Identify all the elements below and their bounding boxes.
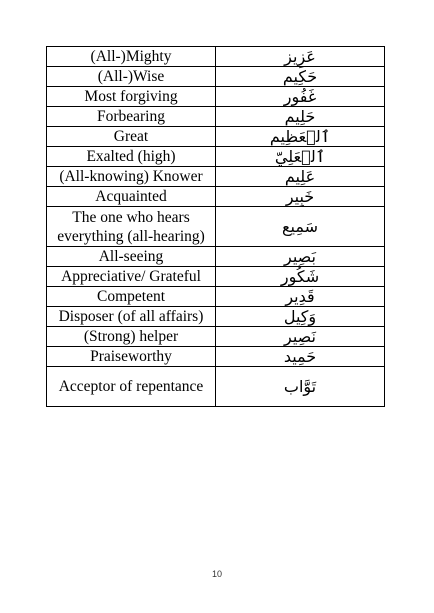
arabic-name-cell: حَكِيم [216, 67, 385, 87]
english-meaning-cell: (All-knowing) Knower [47, 167, 216, 187]
table-row [47, 67, 385, 87]
table-row [47, 287, 385, 307]
table-row [47, 87, 385, 107]
names-table-body [47, 47, 385, 407]
english-meaning-cell: Competent [47, 287, 216, 307]
english-meaning-cell: All-seeing [47, 247, 216, 267]
arabic-name-cell: وَكِيل [216, 307, 385, 327]
english-meaning-cell: (Strong) helper [47, 327, 216, 347]
english-meaning-cell: Acceptor of repentance [47, 367, 216, 407]
arabic-name-cell: عَزِيز [216, 47, 385, 67]
english-meaning-cell: Appreciative/ Grateful [47, 267, 216, 287]
table-row [47, 47, 385, 67]
table-row [47, 187, 385, 207]
table-row [47, 267, 385, 287]
table-row [47, 347, 385, 367]
table-row [47, 107, 385, 127]
arabic-name-cell: ٱلۡعَظِيم [216, 127, 385, 147]
english-meaning-cell: (All-)Mighty [47, 47, 216, 67]
table-row [47, 327, 385, 347]
english-meaning-cell: Great [47, 127, 216, 147]
arabic-name-cell: حَلِيم [216, 107, 385, 127]
arabic-name-cell: عَلِيم [216, 167, 385, 187]
table-row [47, 367, 385, 407]
table-row [47, 307, 385, 327]
table-row [47, 167, 385, 187]
arabic-name-cell: سَمِيع [216, 207, 385, 247]
english-meaning-cell: Praiseworthy [47, 347, 216, 367]
arabic-name-cell: ٱلۡعَلِيّ [216, 147, 385, 167]
table-row [47, 147, 385, 167]
table-row [47, 127, 385, 147]
english-meaning-cell: Forbearing [47, 107, 216, 127]
arabic-name-cell: نَصِير [216, 327, 385, 347]
page-number: 10 [211, 569, 222, 579]
english-meaning-cell: Most forgiving [47, 87, 216, 107]
names-table [46, 46, 385, 407]
arabic-name-cell: غَفُور [216, 87, 385, 107]
english-meaning-cell: Acquainted [47, 187, 216, 207]
english-meaning-cell: (All-)Wise [47, 67, 216, 87]
english-meaning-cell: Exalted (high) [47, 147, 216, 167]
table-row [47, 247, 385, 267]
english-meaning-cell: The one who hears everything (all-hearing) [47, 207, 216, 247]
arabic-name-cell: قَدِير [216, 287, 385, 307]
arabic-name-cell: حَمِيد [216, 347, 385, 367]
table-row [47, 207, 385, 247]
english-meaning-cell: Disposer (of all affairs) [47, 307, 216, 327]
arabic-name-cell: خَبِير [216, 187, 385, 207]
arabic-name-cell: شَكُور [216, 267, 385, 287]
arabic-name-cell: بَصِير [216, 247, 385, 267]
arabic-name-cell: تَوَّاب [216, 367, 385, 407]
